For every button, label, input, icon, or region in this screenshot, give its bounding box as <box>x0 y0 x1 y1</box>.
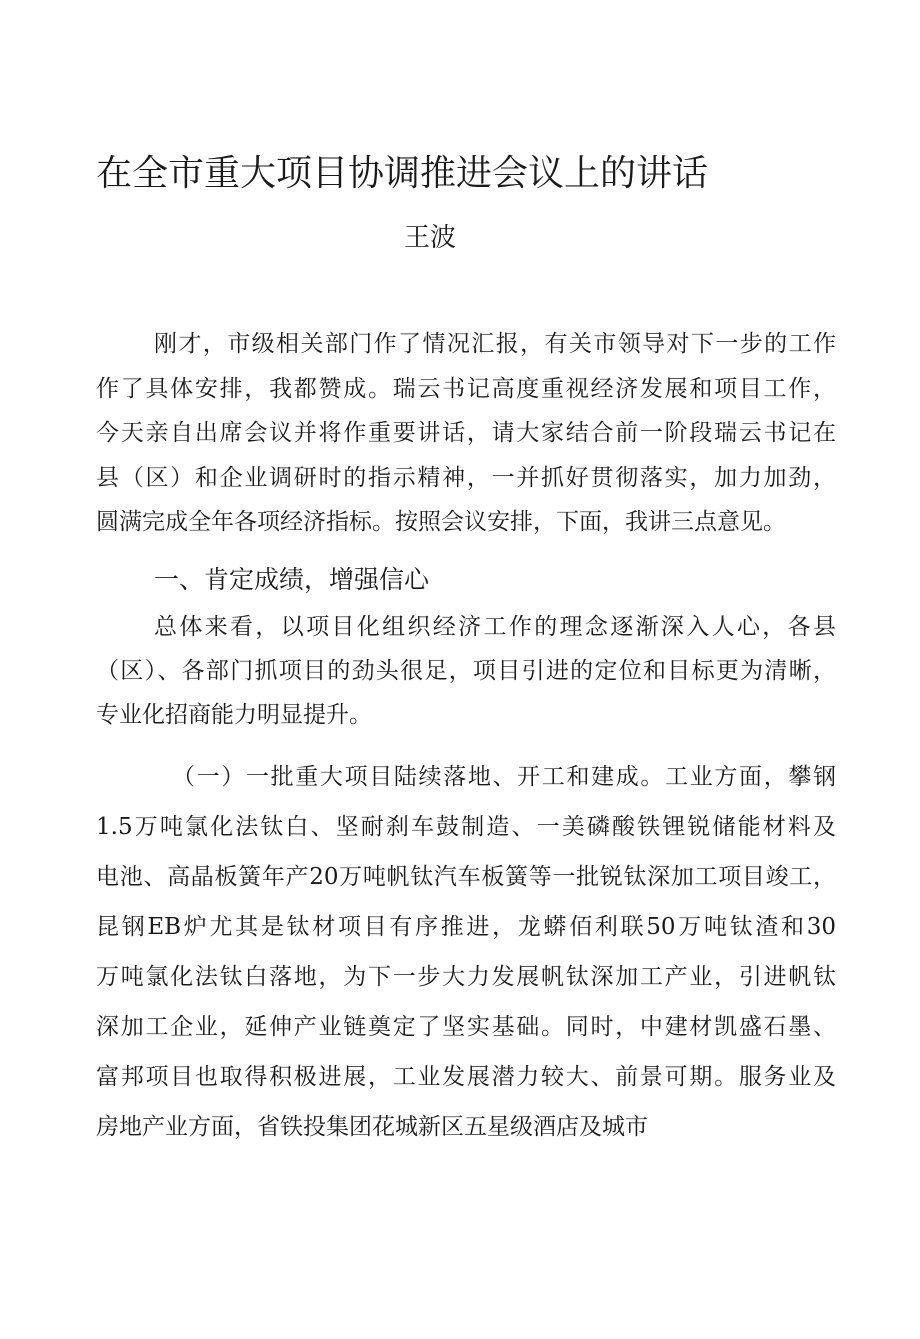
paragraph-line: 专业化招商能力明显提升。 <box>96 702 372 728</box>
paragraph-line: 深加工企业，延伸产业链奠定了坚实基础。同时，中建材凯盛石墨、 <box>96 1014 836 1040</box>
paragraph-line: 1.5万吨氯化法钛白、坚耐刹车鼓制造、一美磷酸铁锂锐储能材料及 <box>96 814 836 840</box>
paragraph-line: 富邦项目也取得积极进展，工业发展潜力较大、前景可期。服务业及 <box>96 1064 836 1090</box>
paragraph-line: 刚才，市级相关部门作了情况汇报，有关市领导对下一步的工作 <box>154 331 836 357</box>
paragraph-line: 房地产业方面，省铁投集团花城新区五星级酒店及城市 <box>96 1114 648 1140</box>
paragraph-line: 县（区）和企业调研时的指示精神，一并抓好贯彻落实，加力加劲， <box>96 464 836 491</box>
paragraph-projects <box>96 752 836 1152</box>
paragraph-line: 万吨氯化法钛白落地，为下一步大力发展帆钛深加工产业，引进帆钛 <box>96 964 836 990</box>
paragraph-line: 圆满完成全年各项经济指标。按照会议安排，下面，我讲三点意见。 <box>96 509 786 535</box>
paragraph-intro <box>96 322 836 545</box>
section-heading-1: 一、肯定成绩，增强信心 <box>154 565 430 594</box>
paragraph-line: 昆钢EB炉尤其是钛材项目有序推进，龙蟒佰利联50万吨钛渣和30 <box>96 914 836 940</box>
paragraph-line: 作了具体安排，我都赞成。瑞云书记高度重视经济发展和项目工作， <box>96 375 836 402</box>
paragraph-line: 今天亲自出席会议并将作重要讲话，请大家结合前一阶段瑞云书记在 <box>96 420 836 446</box>
author-name: 王波 <box>404 223 457 253</box>
paragraph-overview <box>96 605 836 737</box>
paragraph-line: 电池、高晶板簧年产20万吨帆钛汽车板簧等一批锐钛深加工项目竣工， <box>96 864 836 890</box>
paragraph-line: （区）、各部门抓项目的劲头很足，项目引进的定位和目标更为清晰， <box>96 658 836 684</box>
document-title: 在全市重大项目协调推进会议上的讲话 <box>96 153 709 194</box>
paragraph-line: 总体来看，以项目化组织经济工作的理念逐渐深入人心，各县 <box>154 614 836 640</box>
paragraph-line: （一）一批重大项目陆续落地、开工和建成。工业方面，攀钢 <box>172 764 836 790</box>
